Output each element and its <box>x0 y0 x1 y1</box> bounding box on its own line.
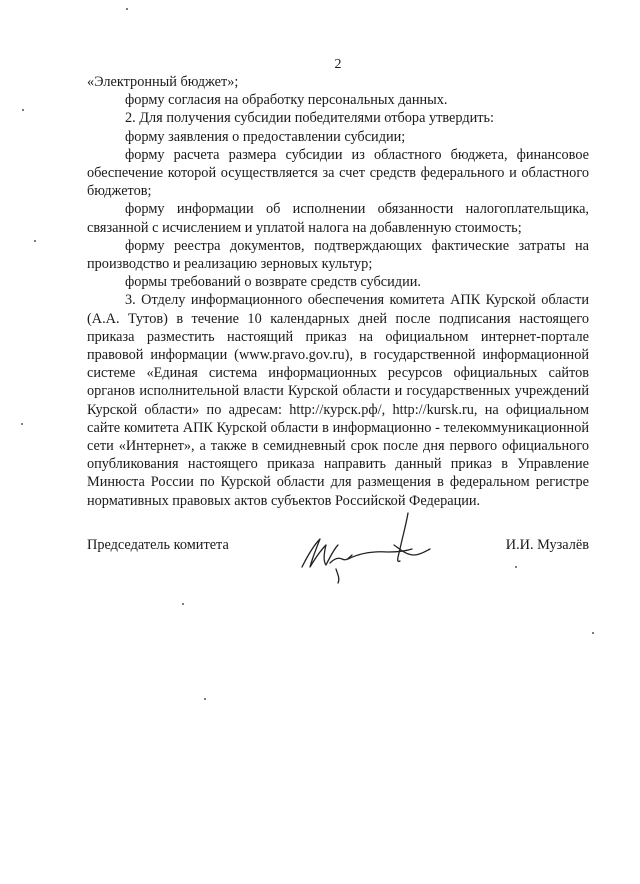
scan-speck <box>34 240 36 242</box>
paragraph-refund-form: формы требований о возврате средств субсидии. <box>125 274 421 291</box>
paragraph-calculation-form: форму расчета размера субсидии из областного бюджета, финансовое обеспечение которой осуществляется за счет средств федерального и областного бюджетов; <box>87 146 589 200</box>
scan-speck <box>592 632 594 634</box>
signatory-name: И.И. Музалёв <box>505 537 589 553</box>
paragraph-application-form: форму заявления о предоставлении субсидии; <box>125 128 406 145</box>
scan-speck <box>204 698 206 700</box>
paragraph-tax-info-form: форму информации об исполнении обязанности налогоплательщика, связанной с исчислением и уплатой налога на добавленную стоимость; <box>87 201 589 236</box>
paragraph-registry-form: форму реестра документов, подтверждающих фактические затраты на производство и реализацию зерновых культур; <box>87 237 589 273</box>
handwritten-signature <box>290 505 440 585</box>
scan-speck <box>515 566 517 568</box>
paragraph-consent-form: форму согласия на обработку персональных данных. <box>125 92 448 109</box>
scan-speck <box>22 109 24 111</box>
document-body <box>87 73 589 510</box>
scan-speck <box>126 8 128 10</box>
paragraph-item-3: 3. Отделу информационного обеспечения комитета АПК Курской области (А.А. Тутов) в течение 10 календарных дней после подписания настоящего приказа разместить настоящий приказ на официальном интернет-портале правовой информации (www.pravo.gov.ru), в государственной информационной системе «Единая система информационных ресурсов официальных сайтов органов исполнительной власти Курской области и государственных учреждений Курской области» по адресам: http://курск.рф/, http://kursk.ru, на официальном сайте комитета АПК Курской области в информационно - телекоммуникационной сети «Интернет», а также в семидневный срок после дня первого официального опубликования настоящего приказа направить данный приказ в Управление Минюста России по Курской области для размещения в федеральном регистре нормативных правовых актов субъектов Российской Федерации. <box>87 292 589 509</box>
scan-speck <box>21 423 23 425</box>
scan-speck <box>182 603 184 605</box>
paragraph-item-2: 2. Для получения субсидии победителями отбора утвердить: <box>125 110 495 127</box>
page-number: 2 <box>334 57 342 72</box>
signatory-title: Председатель комитета <box>87 537 229 553</box>
paragraph-continuation: «Электронный бюджет»; <box>87 74 239 90</box>
